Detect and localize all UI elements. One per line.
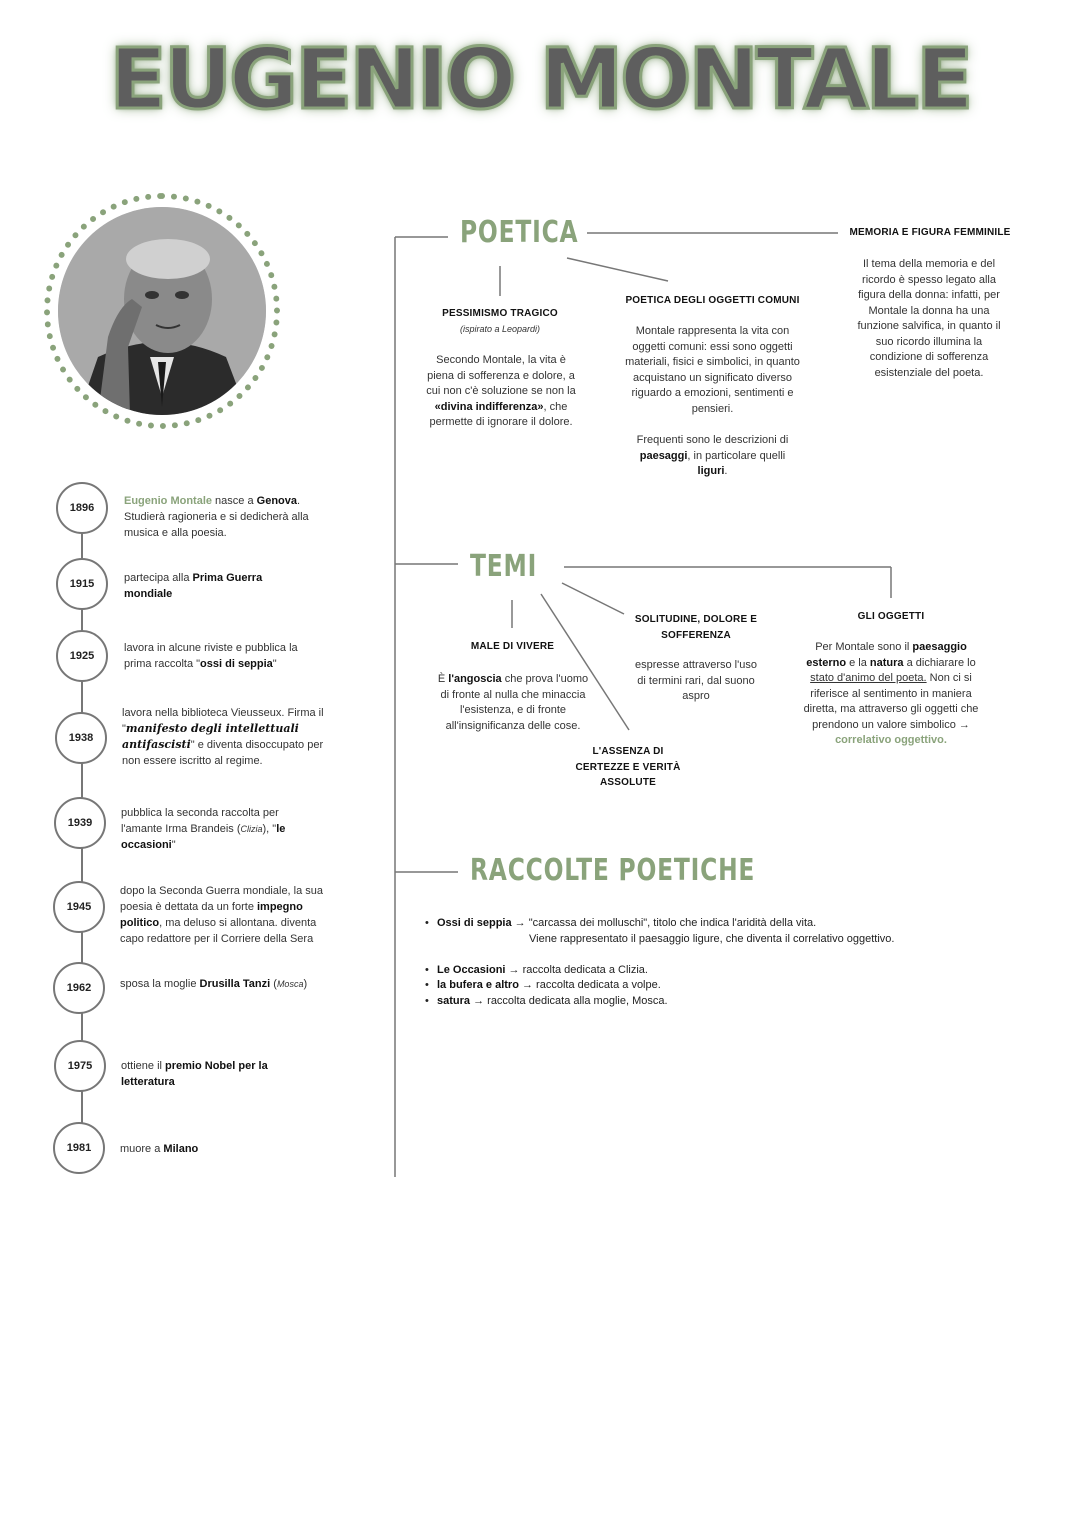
raccolta-item: • la bufera e altro → raccolta dedicata a volpe. [425,979,661,991]
raccolta-item: • Le Occasioni → raccolta dedicata a Clizia. [425,964,648,976]
timeline-event: sposa la moglie Drusilla Tanzi (Mosca) [120,978,308,990]
section-title-raccolte: RACCOLTE POETICHE [470,853,756,888]
timeline-year: 1939 [54,797,106,849]
section-title-poetica: POETICA [460,215,579,250]
timeline-event: lavora in alcune riviste e pubblica la prima raccolta "ossi di seppia" [124,642,298,670]
timeline-year: 1915 [56,558,108,610]
section-title-temi: TEMI [470,549,538,584]
heading-assenza-certezze: L'ASSENZA DI CERTEZZE E VERITÀ ASSOLUTE [575,746,681,788]
raccolta-item: • Ossi di seppia → "carcassa dei molluschi", titolo che indica l'aridità della vita. [425,917,817,929]
text-solitudine: espresse attraverso l'uso di termini rari, dal suono aspro [635,659,757,702]
heading-pessimismo: PESSIMISMO TRAGICO [442,308,558,319]
timeline-event: pubblica la seconda raccolta per l'amante Irma Brandeis (Clizia), "le occasioni" [121,807,286,851]
raccolta-item: • satura → raccolta dedicata alla moglie, Mosca. [425,995,668,1007]
note-leopardi: (ispirato a Leopardi) [459,324,541,334]
raccolta-item-extra: Viene rappresentato il paesaggio ligure, che diventa il correlativo oggettivo. [529,933,895,945]
heading-solitudine: SOLITUDINE, DOLORE E SOFFERENZA [634,614,758,641]
heading-oggetti-comuni: POETICA DEGLI OGGETTI COMUNI [625,295,800,306]
timeline-event: dopo la Seconda Guerra mondiale, la sua poesia è dettata da un forte impegno politico, ma deluso si allontana. diventa capo redattore per il Corriere della Sera [120,885,324,945]
timeline-event: Eugenio Montale nasce a Genova. Studierà ragioneria e si dedicherà alla musica e alla poesia. [124,495,309,539]
text-paesaggi: Frequenti sono le descrizioni di paesaggi, in particolare quelli liguri. [636,434,789,477]
timeline-event: ottiene il premio Nobel per la letteratura [121,1060,268,1088]
heading-memoria: MEMORIA E FIGURA FEMMINILE [849,227,1011,238]
text-memoria: Il tema della memoria e del ricordo è spesso legato alla figura della donna: infatti, per Montale la donna ha una funzione salvifica, in quanto il suo ricordo illumina la condizione di sofferenza esistenziale del poeta. [857,258,1001,379]
timeline-year: 1896 [56,482,108,534]
timeline-event: muore a Milano [120,1143,199,1155]
heading-male-di-vivere: MALE DI VIVERE [470,641,555,652]
timeline-event: partecipa alla Prima Guerra mondiale [124,572,263,600]
timeline-year: 1938 [55,712,107,764]
text-oggetti-comuni: Montale rappresenta la vita con oggetti comuni: essi sono oggetti materiali, fisici e simbolici, in quanto acquistano un significato diverso riguardo a emozioni, sentimenti e pensieri. [625,325,800,415]
text-pessimismo: Secondo Montale, la vita è piena di sofferenza e dolore, a cui non c'è soluzione se non la «divina indifferenza», che permette di ignorare il dolore. [426,354,576,428]
timeline-year: 1975 [54,1040,106,1092]
timeline-year: 1962 [53,962,105,1014]
timeline-year: 1981 [53,1122,105,1174]
timeline-year: 1945 [53,881,105,933]
text-gli-oggetti: Per Montale sono il paesaggio esterno e la natura a dichiarare lo stato d'animo del poeta. Non ci si riferisce al sentimento in maniera diretta, ma attraverso gli oggetti che prendono un valore simbolico → correlativo oggettivo. [803,641,979,746]
timeline-event: lavora nella biblioteca Vieusseux. Firma il "manifesto degli intellettuali antifascisti" e diventa disoccupato per non essere iscritto al regime. [122,707,324,767]
timeline-year: 1925 [56,630,108,682]
text-male-di-vivere: È l'angoscia che prova l'uomo di fronte al nulla che minaccia l'esistenza, e di fronte all'insignificanza delle cose. [437,673,589,732]
heading-gli-oggetti: GLI OGGETTI [857,611,925,622]
page-title: EUGENIO MONTALE [109,30,971,128]
